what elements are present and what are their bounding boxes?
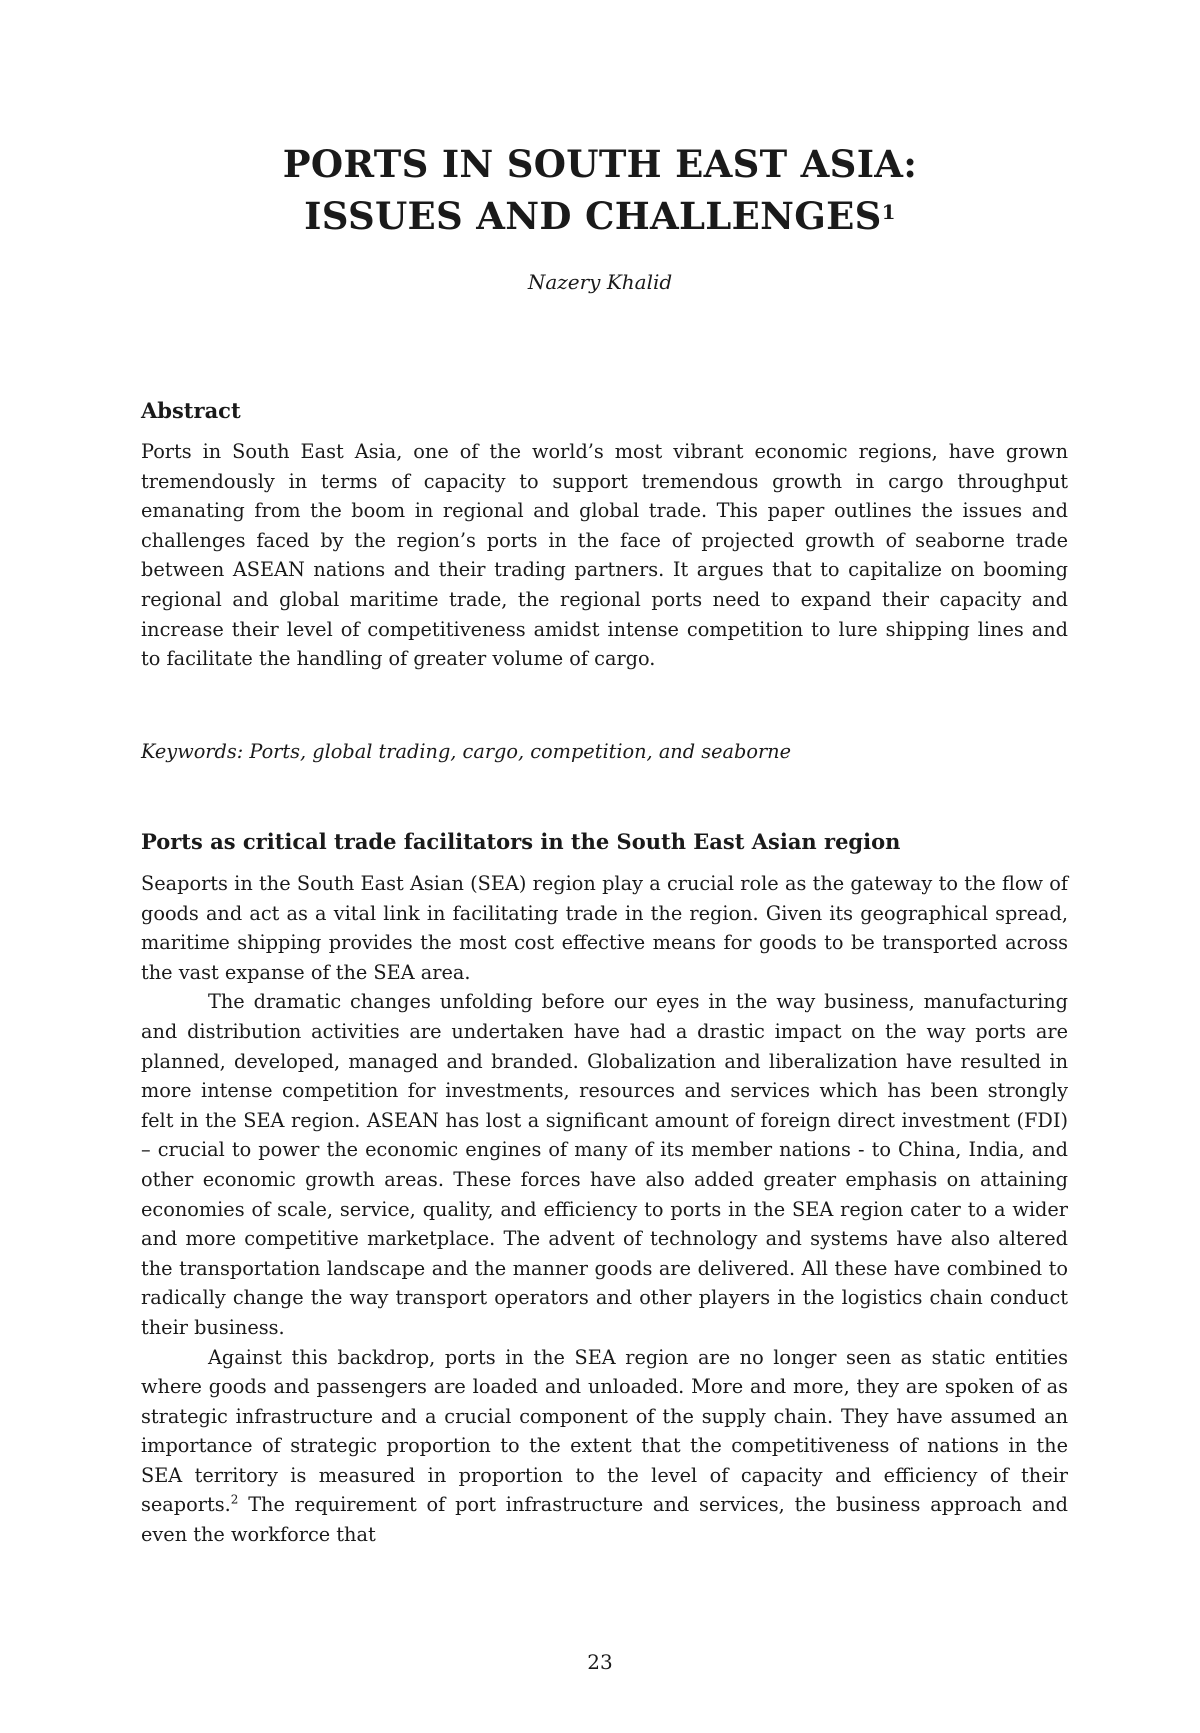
abstract-heading: Abstract xyxy=(141,398,241,423)
abstract-text: Ports in South East Asia, one of the world’s most vibrant economic regions, have grown tremendously in terms of capacity to support tremendous growth in cargo throughput emanating from the boom in regional and global trade. This paper outlines the issues and challenges faced by the region’s ports in the face of projected growth of seaborne trade between ASEAN nations and their trading partners. It argues that to capitalize on booming regional and global maritime trade, the regional ports need to expand their capacity and increase their level of competitiveness amidst intense competition to lure shipping lines and to facilitate the handling of greater volume of cargo. xyxy=(141,440,1068,671)
section-heading: Ports as critical trade facilitators in the South East Asian region xyxy=(141,829,901,854)
keywords-line: Keywords: Ports, global trading, cargo, competition, and seaborne xyxy=(141,740,791,763)
title-line-2: ISSUES AND CHALLENGES xyxy=(304,194,882,238)
page-number: 23 xyxy=(587,1650,613,1674)
section-body xyxy=(141,869,1068,1550)
paragraph-text: The requirement of port infrastructure and services, the business approach and even the workforce that xyxy=(141,1493,1068,1547)
body-paragraph: Seaports in the South East Asian (SEA) region play a crucial role as the gateway to the flow of goods and act as a vital link in facilitating trade in the region. Given its geographical spread, maritime shipping provides the most cost effective means for goods to be transported across the vast expanse of the SEA area. xyxy=(141,872,1068,984)
paragraph-text: Against this backdrop, ports in the SEA region are no longer seen as static entities where goods and passengers are loaded and unloaded. More and more, they are spoken of as strategic infrastructure and a crucial component of the supply chain. They have assumed an importance of strategic proportion to the extent that the competitiveness of nations in the SEA territory is measured in proportion to the level of capacity and efficiency of their seaports. xyxy=(141,1345,1068,1517)
paper-title xyxy=(140,138,1060,242)
title-footnote-marker[interactable]: 1 xyxy=(881,200,896,224)
footnote-marker[interactable]: 2 xyxy=(230,1493,239,1508)
body-paragraph xyxy=(141,1343,1068,1550)
body-paragraph: The dramatic changes unfolding before our eyes in the way business, manufacturing and distribution activities are undertaken have had a drastic impact on the way ports are planned, developed, managed and branded. Globalization and liberalization have resulted in more intense competition for investments, resources and services which has been strongly felt in the SEA region. ASEAN has lost a significant amount of foreign direct investment (FDI) – crucial to power the economic engines of many of its member nations - to China, India, and other economic growth areas. These forces have also added greater emphasis on attaining economies of scale, service, quality, and efficiency to ports in the SEA region cater to a wider and more competitive marketplace. The advent of technology and systems have also altered the transportation landscape and the manner goods are delivered. All these have combined to radically change the way transport operators and other players in the logistics chain conduct their business. xyxy=(141,990,1068,1339)
author-name: Nazery Khalid xyxy=(527,270,673,294)
title-line-1: PORTS IN SOUTH EAST ASIA: xyxy=(282,142,918,186)
